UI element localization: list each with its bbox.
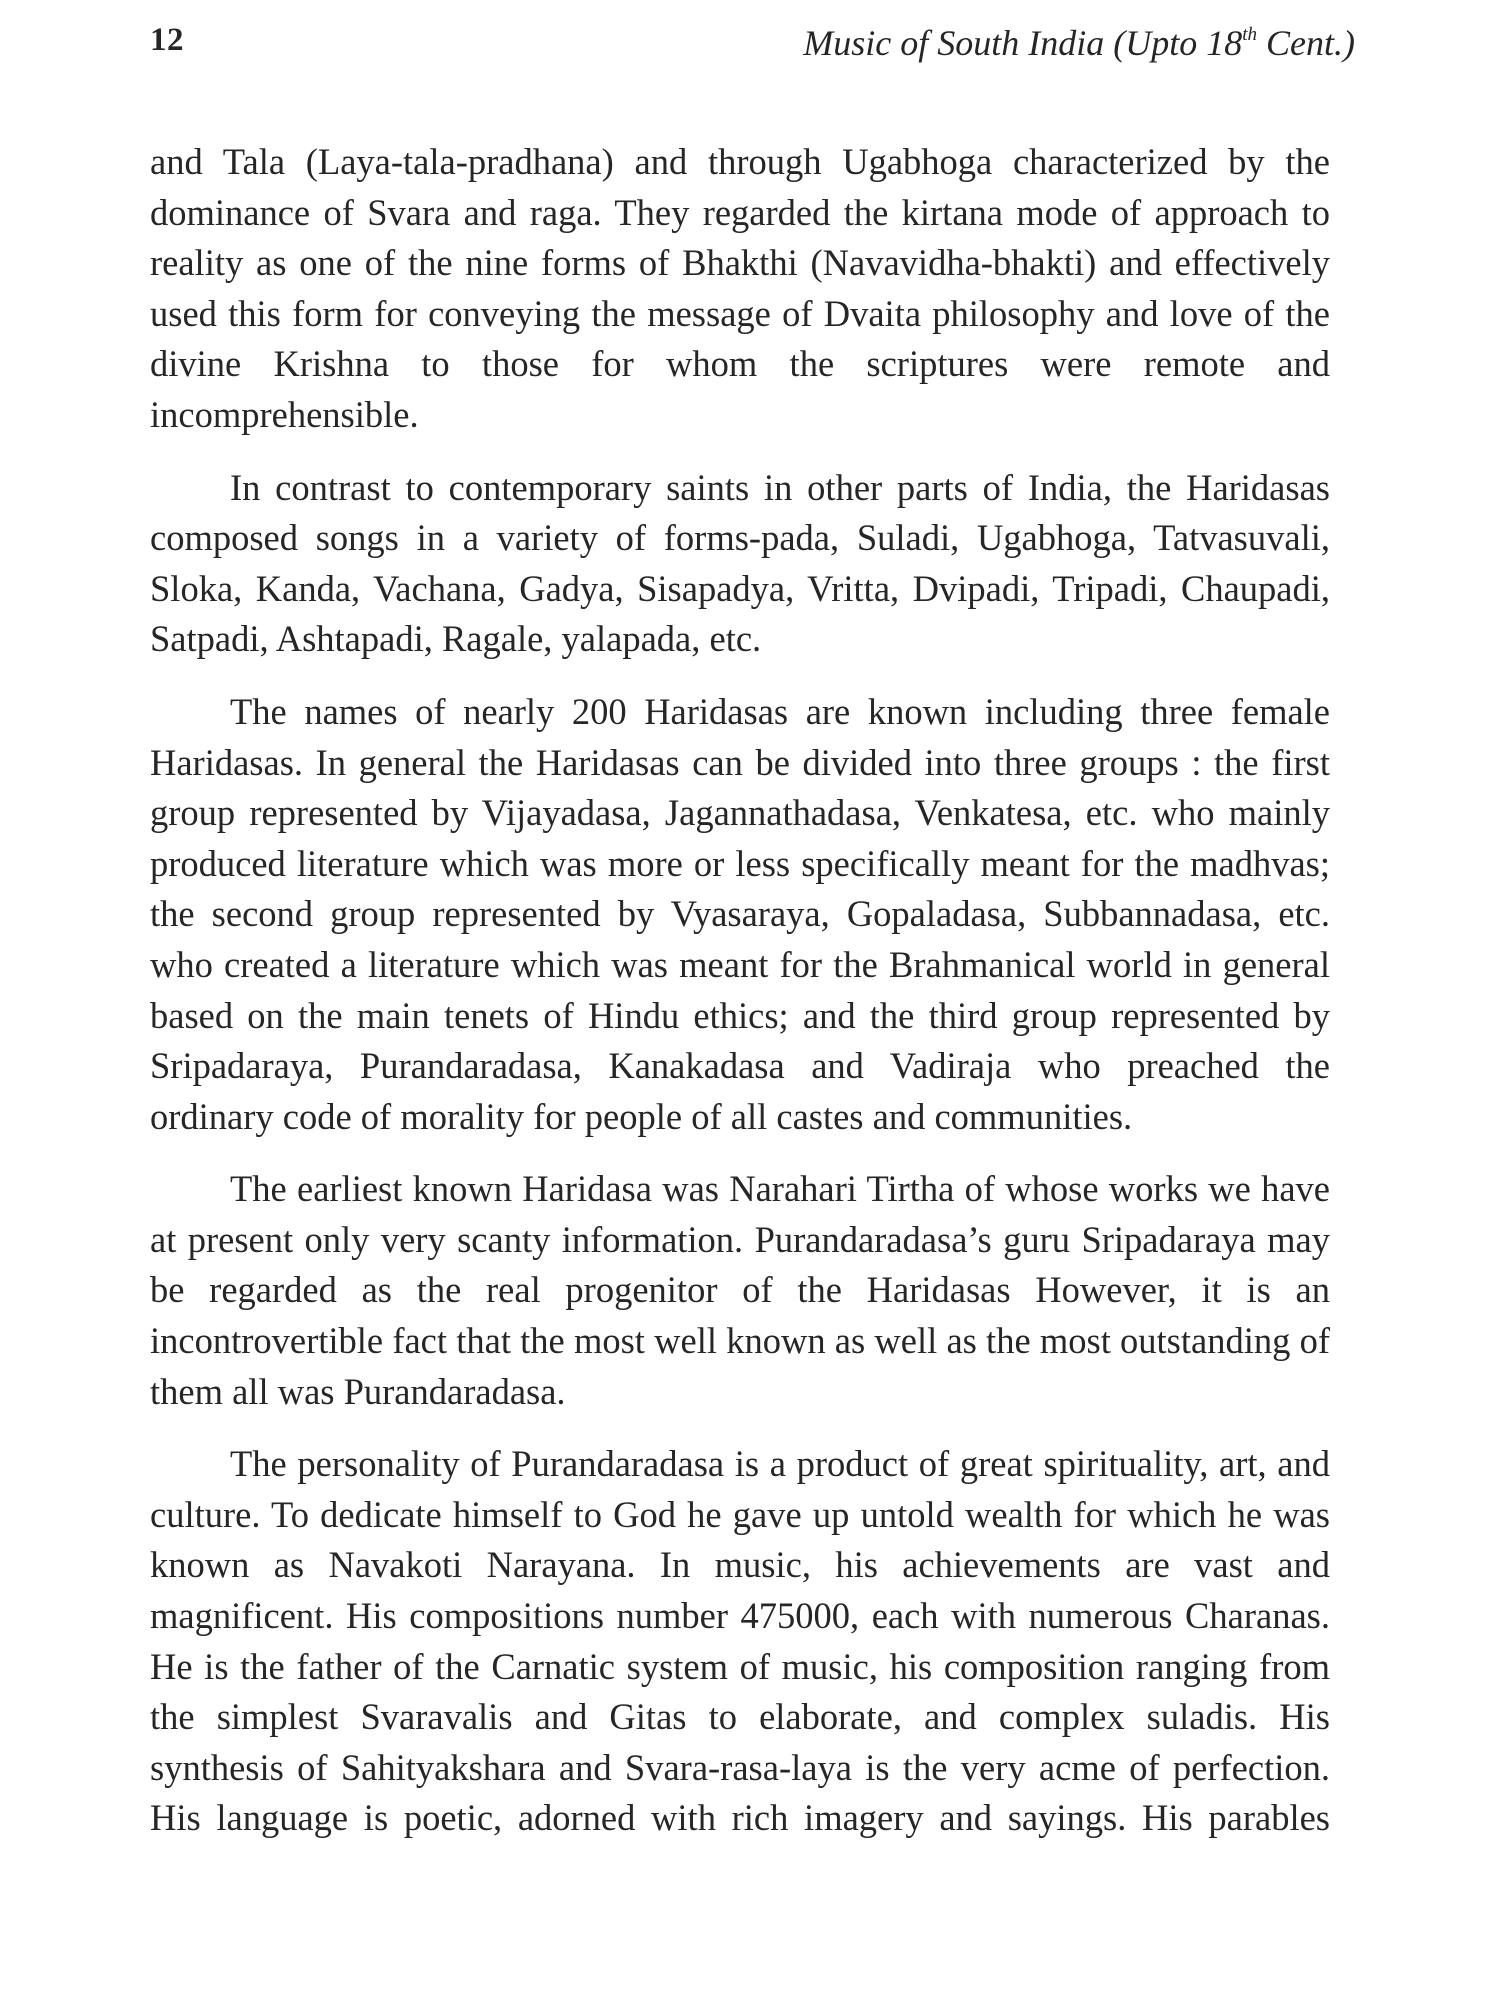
- running-title-suffix: Cent.): [1257, 23, 1355, 63]
- page-header: [150, 22, 1355, 74]
- running-title-superscript: th: [1242, 24, 1258, 45]
- paragraph-continued: and Tala (Laya-tala-pradhana) and through Ugabhoga characterized by the dominance of Svara and raga. They regarded the kirtana mode of approach to reality as one of the nine forms of Bhakthi (Navavidha-bhakti) and effectively used this form for conveying the message of Dvaita philosophy and love of the divine Krishna to those for whom the scriptures were remote and incomprehensible.: [150, 141, 1330, 435]
- running-title-main: Music of South India (Upto 18: [803, 23, 1243, 63]
- paragraph-purandaradasa: The personality of Purandaradasa is a product of great spirituality, art, and culture. To dedicate himself to God he gave up untold wealth for which he was known as Navakoti Narayana. In music, his achievements are vast and magnificent. His compositions number 475000, each with numerous Charanas. He is the father of the Carnatic system of music, his composition ranging from the simplest Svaravalis and Gitas to elaborate, and complex suladis. His synthesis of Sahityakshara and Svara-rasa-laya is the very acme of perfection. His language is poetic, adorned with rich imagery and sayings. His parables: [150, 1443, 1330, 1839]
- paragraph-forms: In contrast to contemporary saints in other parts of India, the Haridasas composed songs in a variety of forms-pada, Suladi, Ugabhoga, Tatvasuvali, Sloka, Kanda, Vachana, Gadya, Sisapadya, Vritta, Dvipadi, Tripadi, Chaupadi, Satpadi, Ashtapadi, Ragale, yalapada, etc.: [150, 466, 1330, 660]
- body-text: [150, 137, 1330, 1866]
- paragraph-groups: The names of nearly 200 Haridasas are known including three female Haridasas. In general the Haridasas can be divided into three groups : the first group represented by Vijayadasa, Jagannathadasa, Venkatesa, etc. who mainly produced literature which was more or less specifically meant for the madhvas; the second group represented by Vyasaraya, Gopaladasa, Subbannadasa, etc. who created a literature which was meant for the Brahmanical world in general based on the main tenets of Hindu ethics; and the third group represented by Sripadaraya, Purandaradasa, Kanakadasa and Vadiraja who preached the ordinary code of morality for people of all castes and communities.: [150, 690, 1330, 1137]
- running-title: [803, 22, 1355, 64]
- paragraph-earliest-haridasa: The earliest known Haridasa was Narahari Tirtha of whose works we have at present only very scanty information. Purandaradasa’s guru Sripadaraya may be regarded as the real progenitor of the Haridasas However, it is an incontrovertible fact that the most well known as well as the most outstanding of them all was Purandaradasa.: [150, 1168, 1330, 1412]
- page-number: 12: [150, 22, 184, 58]
